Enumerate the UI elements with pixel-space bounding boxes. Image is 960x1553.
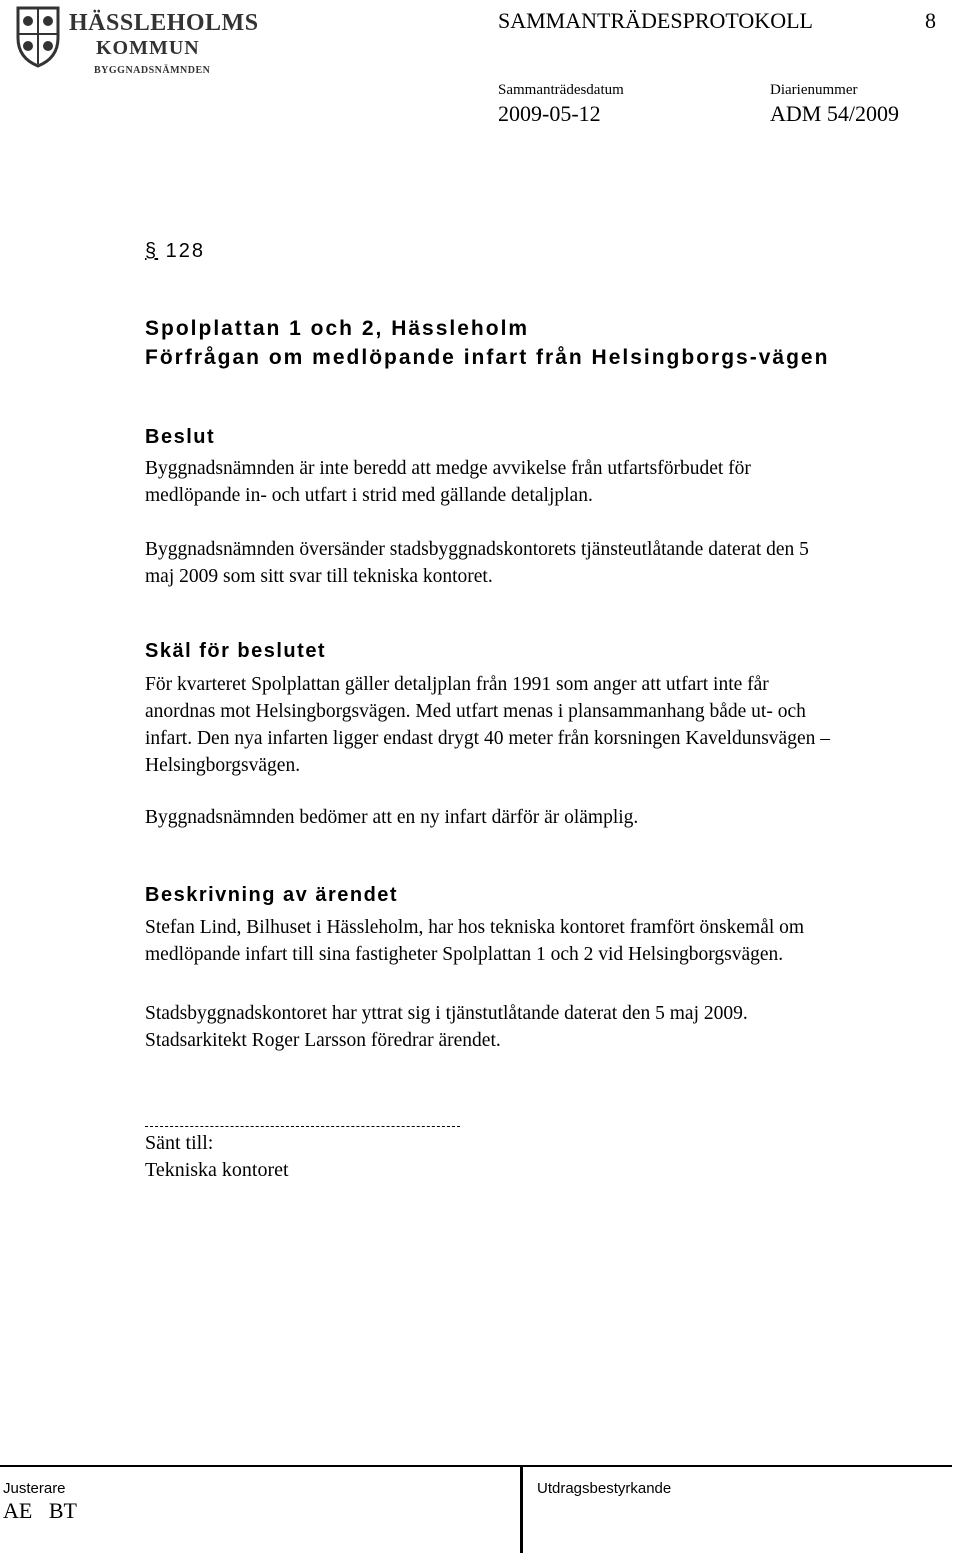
diary-number-label: Diarienummer [770, 82, 858, 98]
beslut-paragraph-1 [145, 455, 945, 509]
skal-paragraph-1 [145, 671, 945, 779]
meeting-date-label: Sammanträdesdatum [498, 82, 624, 98]
beskrivning-paragraph-2 [145, 1000, 945, 1054]
text-line: infart. Den nya infarten ligger endast drygt 40 meter från korsningen Kaveldunsvägen – [145, 728, 830, 749]
page-number: 8 [925, 8, 936, 33]
logo-line-2: KOMMUN [96, 37, 200, 59]
text-line: Stadsbyggnadskontoret har yttrat sig i tjänstutlåtande daterat den 5 maj 2009. [145, 1003, 748, 1024]
paragraph-number [145, 240, 205, 263]
sent-to-recipient: Tekniska kontoret [145, 1159, 289, 1181]
paragraph-mark: § [145, 240, 159, 262]
text-line: Helsingborgsvägen. [145, 755, 301, 776]
footer-column-divider [520, 1465, 523, 1553]
section-title-line-1: Spolplattan 1 och 2, Hässleholm [145, 317, 530, 340]
logo-line-3: BYGGNADSNÄMNDEN [94, 65, 211, 76]
beskrivning-heading: Beskrivning av ärendet [145, 884, 399, 906]
footer-divider [0, 1465, 952, 1467]
text-line: anordnas mot Helsingborgsvägen. Med utfart menas i plansammanhang både ut- och [145, 701, 806, 722]
beskrivning-paragraph-1 [145, 914, 945, 968]
skal-paragraph-2: Byggnadsnämnden bedömer att en ny infart därför är olämplig. [145, 807, 639, 828]
section-title-line-2: Förfrågan om medlöpande infart från Helsingborgs-vägen [145, 346, 830, 369]
text-line: Stadsarkitekt Roger Larsson föredrar ärendet. [145, 1030, 501, 1051]
utdragsbestyrkande-label: Utdragsbestyrkande [537, 1480, 672, 1497]
text-line: maj 2009 som sitt svar till tekniska kontoret. [145, 566, 493, 587]
beslut-paragraph-2 [145, 536, 945, 590]
logo-line-1: HÄSSLEHOLMS [69, 10, 259, 36]
separator-line [145, 1126, 460, 1127]
text-line: Byggnadsnämnden är inte beredd att medge avvikelse från utfartsförbudet för [145, 458, 751, 479]
text-line: Stefan Lind, Bilhuset i Hässleholm, har hos tekniska kontoret framfört önskemål om [145, 917, 805, 938]
justerare-label: Justerare [3, 1480, 66, 1497]
text-line: medlöpande infart till sina fastigheter Spolplattan 1 och 2 vid Helsingborgsvägen. [145, 944, 784, 965]
text-line: medlöpande in- och utfart i strid med gällande detaljplan. [145, 485, 593, 506]
meeting-date-value: 2009-05-12 [498, 101, 601, 126]
beslut-heading: Beslut [145, 426, 216, 448]
text-line: För kvarteret Spolplattan gäller detaljplan från 1991 som anger att utfart inte får [145, 674, 769, 695]
text-line: Byggnadsnämnden översänder stadsbyggnadskontorets tjänsteutlåtande daterat den 5 [145, 539, 809, 560]
paragraph-number-value: 128 [158, 240, 206, 262]
coat-of-arms-icon [14, 4, 62, 68]
diary-number-value: ADM 54/2009 [770, 101, 899, 126]
skal-heading: Skäl för beslutet [145, 640, 327, 662]
sent-to-label: Sänt till: [145, 1132, 214, 1154]
document-title: SAMMANTRÄDESPROTOKOLL [498, 8, 813, 33]
justerare-initials: AE BT [3, 1498, 77, 1523]
municipality-logo [14, 4, 259, 76]
